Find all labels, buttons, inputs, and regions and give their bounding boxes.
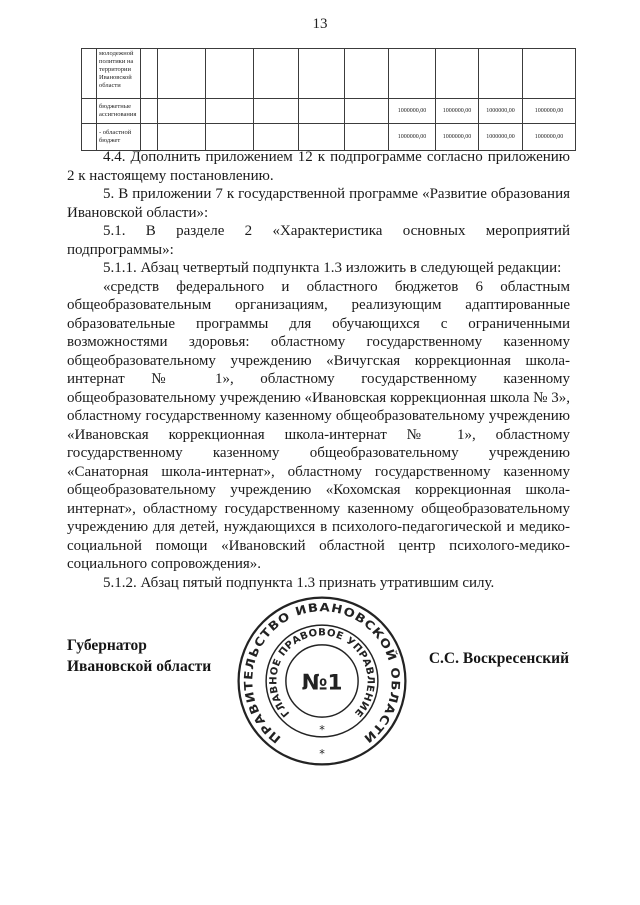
table-cell	[299, 124, 345, 151]
budget-table	[81, 48, 576, 151]
table-cell	[345, 99, 389, 124]
table-cell-value: 1000000,00	[436, 124, 479, 151]
table-cell	[436, 49, 479, 99]
table-cell	[82, 99, 97, 124]
table-cell	[299, 49, 345, 99]
table-row	[82, 49, 576, 99]
table-cell	[141, 49, 158, 99]
table-cell	[82, 49, 97, 99]
table-cell-value: 1000000,00	[436, 99, 479, 124]
paragraph-redaction: «средств федерального и областного бюджетов 6 областным общеобразовательным организациям, реализующим адаптированные образовательные программы для обучающихся с ограниченными возможностями здоровья: областному государственному казенному общеобразовательному учреждению «Вичугская коррекционная школа-интернат № 1», областному государственному казенному общеобразовательному учреждению «Ивановская коррекционная школа № 3», областному государственному казенному общеобразовательному учреждению «Ивановская коррекционная школа-интернат № 1», областному государственному казенному общеобразовательному учреждению «Санаторная школа-интернат», областному государственному казенному общеобразовательному учреждению «Кохомская коррекционная школа-интернат», областному государственному казенному общеобразовательному учреждению для детей, нуждающихся в психолого-педагогической и медико-социальной помощи «Ивановский областной центр психолого-медико-социального сопровождения».	[67, 278, 570, 572]
table-cell	[141, 124, 158, 151]
table-cell	[254, 124, 299, 151]
table-cell	[206, 99, 254, 124]
official-seal-stamp	[236, 595, 408, 767]
table-cell-label: - областной бюджет	[97, 124, 141, 151]
table-cell-value: 1000000,00	[523, 124, 576, 151]
table-row	[82, 124, 576, 151]
paragraph-5: 5. В приложении 7 к государственной программе «Развитие образования Ивановской области»:	[67, 186, 570, 221]
seal-separator-inner: *	[319, 723, 325, 737]
table-cell	[206, 124, 254, 151]
paragraph-5-1: 5.1. В разделе 2 «Характеристика основных мероприятий подпрограммы»:	[67, 223, 570, 258]
table-row	[82, 99, 576, 124]
table-cell-value: 1000000,00	[479, 99, 523, 124]
paragraph-4-4: 4.4. Дополнить приложением 12 к подпрограмме согласно приложению 2 к настоящему постановлению.	[67, 149, 570, 184]
table-cell	[389, 49, 436, 99]
paragraph-5-1-1: 5.1.1. Абзац четвертый подпункта 1.3 изложить в следующей редакции:	[103, 260, 562, 276]
table-cell-value: 1000000,00	[389, 124, 436, 151]
table-cell	[254, 49, 299, 99]
table-cell	[523, 49, 576, 99]
table-cell	[158, 124, 206, 151]
signature-name: С.С. Воскресенский	[428, 650, 569, 667]
table-cell	[158, 99, 206, 124]
table-cell-value: 1000000,00	[389, 99, 436, 124]
table-cell-label: бюджетные ассигнования	[97, 99, 141, 124]
signature-title-line2: Ивановской области	[67, 658, 212, 675]
table-cell	[82, 124, 97, 151]
signature-title-line1: Губернатор	[67, 637, 147, 654]
page-number: 13	[312, 16, 328, 32]
table-cell	[206, 49, 254, 99]
document-body	[67, 148, 570, 592]
table-cell	[254, 99, 299, 124]
seal-outer-text: ПРАВИТЕЛЬСТВО ИВАНОВСКОЙ ОБЛАСТИ	[241, 600, 403, 747]
table-cell	[299, 99, 345, 124]
table-cell-value: 1000000,00	[479, 124, 523, 151]
table-cell	[141, 99, 158, 124]
table-cell-value: 1000000,00	[523, 99, 576, 124]
table-cell	[345, 124, 389, 151]
table-cell-label: молодежной политики на территории Ивановской области	[97, 49, 141, 99]
paragraph-5-1-2: 5.1.2. Абзац пятый подпункта 1.3 признать утратившим силу.	[103, 574, 495, 591]
signature-title	[67, 635, 211, 677]
seal-graphic	[236, 595, 408, 767]
seal-center-number: №1	[301, 670, 343, 696]
table-cell	[479, 49, 523, 99]
table-cell	[345, 49, 389, 99]
seal-inner-text: ГЛАВНОЕ ПРАВОВОЕ УПРАВЛЕНИЕ	[268, 627, 376, 719]
table-cell	[158, 49, 206, 99]
seal-separator-outer: *	[319, 747, 325, 761]
